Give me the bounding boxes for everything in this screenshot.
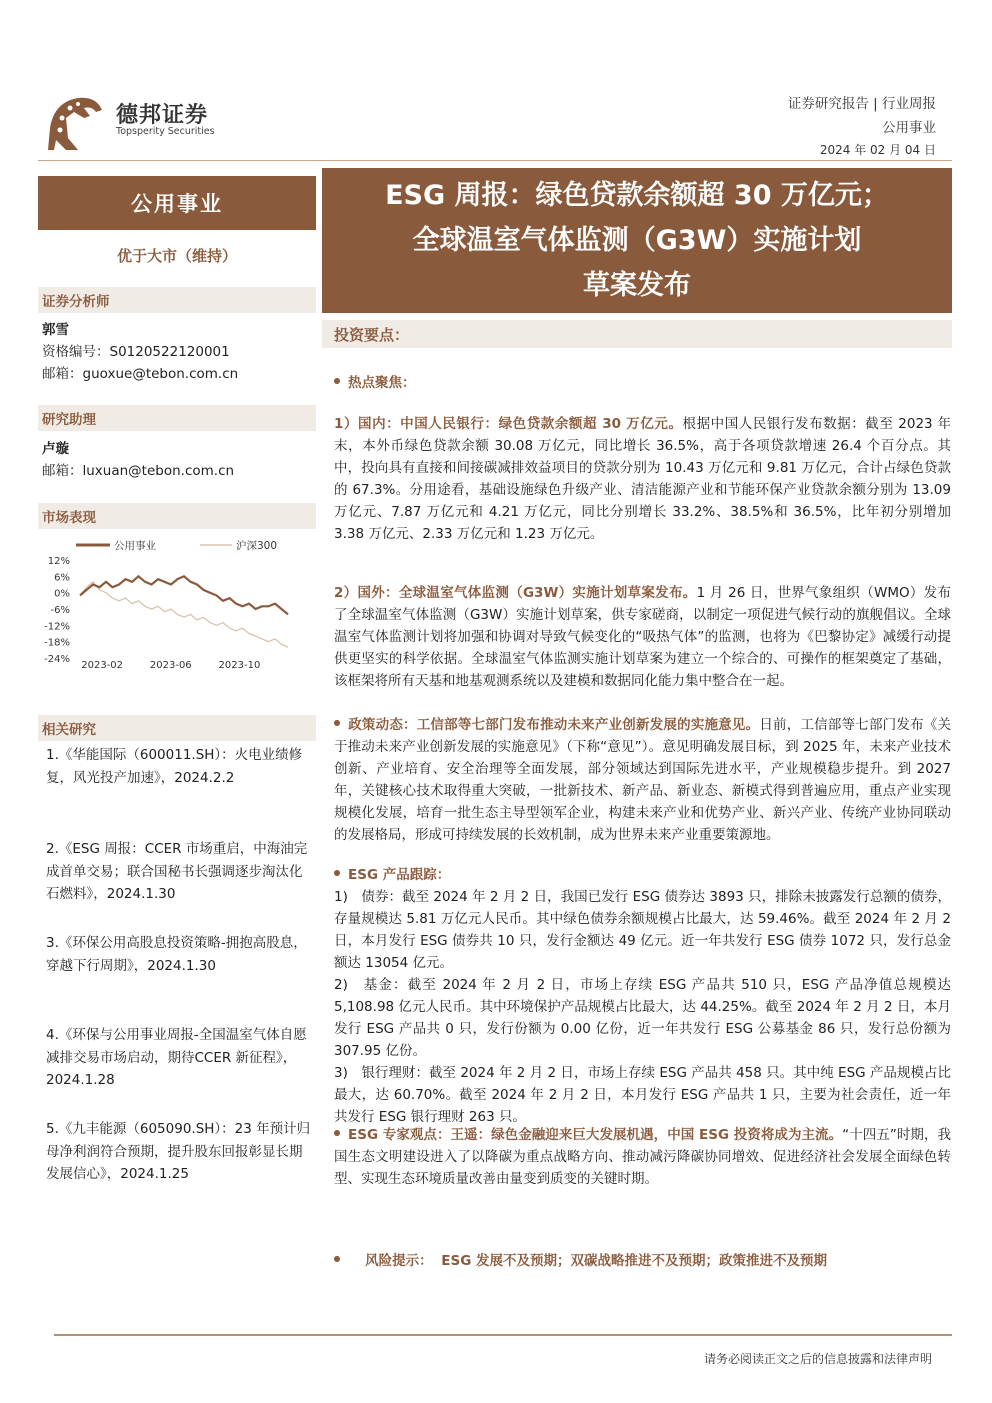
- report-type: 证券研究报告 | 行业周报: [787, 96, 936, 112]
- y-tick-label: -6%: [50, 605, 70, 616]
- related-item[interactable]: 4.《环保与公用事业周报-全国温室气体自愿减排交易市场启动，期待CCER 新征程》，2024.1.28: [46, 1027, 307, 1088]
- analyst-name: 郭雪: [42, 322, 69, 338]
- y-tick-label: 12%: [47, 556, 70, 567]
- company-logo: [44, 88, 106, 154]
- brand-name-cn: 德邦证券: [116, 103, 209, 128]
- footer-divider: [54, 1334, 952, 1336]
- market-performance-chart: [38, 536, 308, 672]
- paragraph-heading: 1）国内：中国人民银行：绿色贷款余额超 30 万亿元。: [334, 416, 683, 432]
- paragraph-domestic: [334, 413, 951, 545]
- y-tick-label: 6%: [54, 572, 70, 584]
- x-tick-label: 2023-02: [81, 660, 124, 671]
- sector-banner: 公用事业: [38, 176, 316, 230]
- header-divider: [38, 160, 952, 161]
- assistant-name: 卢璇: [42, 441, 69, 457]
- y-tick-label: -18%: [44, 637, 70, 649]
- bullet-icon: [334, 378, 340, 384]
- brand-name-en: Topsperity Securities: [116, 126, 215, 137]
- report-date: 2024 年 02 月 04 日: [819, 143, 936, 157]
- esg-tracking-head: [334, 864, 951, 886]
- rating: 优于大市（维持）: [116, 247, 237, 265]
- risk-heading: 风险提示：: [365, 1253, 433, 1269]
- x-tick-label: 2023-06: [149, 660, 192, 671]
- title-line: 草案发布: [583, 270, 691, 301]
- bullet-icon: [334, 1130, 340, 1136]
- market-section-head: 市场表现: [38, 503, 316, 529]
- bullet-icon: [334, 1256, 340, 1262]
- esg-funds: 2) 基金：截至 2024 年 2 月 2 日，市场上存续 ESG 产品共 510 只，ESG 产品净值总规模达 5,108.98 亿元人民币。其中环境保护产品规模占比最大，达 44.25%。截至 2024 年 2 月 2 日，本月发行 ESG 产品共 0 只，发行份额为 0.00 亿份，近一年共发行 ESG 公募基金 86 只，发行总份额为 307.95 亿份。: [334, 977, 951, 1059]
- legend-label-0: 公用事业: [114, 540, 156, 552]
- report-industry: 公用事业: [882, 120, 936, 136]
- key-points-head: 投资要点：: [322, 320, 952, 348]
- focus-head: [334, 372, 951, 394]
- paragraph-text: 根据中国人民银行发布数据：截至 2023 年末，本外币绿色贷款余额 30.08 万亿元，同比增长 36.5%，高于各项贷款增速 26.4 个百分点。其中，投向具有直接和间接碳减排效益项目的贷款分别为 10.43 万亿元和 9.81 万亿元，合计占绿色贷款的 67.3%。分用途看，基础设施绿色升级产业、清洁能源产业和节能环保产业贷款余额分别为 13.09 万亿元、7.87 万亿元和 4.21 万亿元，同比分别增长 33.2%、38.5%和 36.5%，比年初分别增加 3.38 万亿元、2.33 万亿元和 1.23 万亿元。: [334, 416, 951, 542]
- paragraph-text: 日前，工信部等七部门发布《关于推动未来产业创新发展的实施意见》（下称“意见”）。意见明确发展目标，到 2025 年，未来产业技术创新、产业培育、安全治理等全面发展，部分领域达到国际先进水平，产业规模稳步提升。到 2027 年，关键核心技术取得重大突破，一批新技术、新产品、新业态、新模式得到普遍应用，重点产业实现规模化发展，培育一批生态主导型领军企业，构建未来产业和优势产业、新兴产业、传统产业协同联动的发展格局，形成可持续发展的长效机制，成为世界未来产业重要策源地。: [334, 717, 952, 843]
- y-tick-label: -12%: [44, 621, 70, 633]
- paragraph-heading: 政策动态：工信部等七部门发布推动未来产业创新发展的实施意见。: [348, 717, 760, 733]
- focus-head-text: 热点聚焦：: [348, 375, 416, 391]
- assistant-section-head: 研究助理: [38, 405, 316, 431]
- paragraph-policy: [334, 714, 951, 846]
- series-line: [80, 582, 288, 647]
- bullet-icon: [334, 720, 340, 726]
- paragraph-international: [334, 582, 951, 692]
- related-item[interactable]: 5.《九丰能源（605090.SH）：23 年预计归母净利润符合预期，提升股东回报彰显长期发展信心》，2024.1.25: [46, 1121, 311, 1182]
- related-item[interactable]: 1.《华能国际（600011.SH）：火电业绩修复，风光投产加速》，2024.2.2: [46, 747, 303, 786]
- risk-warning: [334, 1250, 951, 1272]
- analyst-certificate: 资格编号：S0120522120001: [42, 344, 230, 360]
- title-line: ESG 周报：绿色贷款余额超 30 万亿元；: [385, 180, 889, 211]
- series-line: [80, 576, 288, 614]
- main-title: [322, 168, 952, 313]
- esg-wealth: 3) 银行理财：截至 2024 年 2 月 2 日，市场上存续 ESG 产品共 458 只。其中纯 ESG 产品规模占比最大，达 60.70%。截至 2024 年 2 月 2 日，本月发行 ESG 产品共 1 只，主要为社会责任，近一年共发行 ESG 银行理财 263 只。: [334, 1065, 951, 1125]
- risk-text: ESG 发展不及预期；双碳战略推进不及预期；政策推进不及预期: [441, 1253, 827, 1269]
- esg-bonds: 1) 债券：截至 2024 年 2 月 2 日，我国已发行 ESG 债券达 3893 只，排除未披露发行总额的债券，存量规模达 5.81 万亿元人民币。其中绿色债券余额规模占比最大，达 59.46%。截至 2024 年 2 月 2 日，本月发行 ESG 债券共 10 只，发行金额达 49 亿元。近一年共发行 ESG 债券 1072 只，发行总金额达 13054 亿元。: [334, 889, 951, 971]
- y-tick-label: 0%: [54, 588, 70, 600]
- footer-disclaimer: 请务必阅读正文之后的信息披露和法律声明: [703, 1352, 932, 1366]
- paragraph-heading: ESG 专家观点：王遥：绿色金融迎来巨大发展机遇，中国 ESG 投资将成为主流。: [348, 1127, 843, 1143]
- related-section-head: 相关研究: [38, 715, 316, 741]
- legend-label-1: 沪深300: [236, 540, 278, 552]
- paragraph-text: “十四五”时期，我国生态文明建设进入了以降碳为重点战略方向、推动减污降碳协同增效、促进经济社会发展全面绿色转型、实现生态环境质量改善由量变到质变的关键时期。: [334, 1127, 951, 1187]
- related-item[interactable]: 2.《ESG 周报：CCER 市场重启，中海油完成首单交易；联合国秘书长强调逐步淘汰化石燃料》，2024.1.30: [46, 841, 308, 902]
- x-tick-label: 2023-10: [218, 660, 261, 671]
- paragraph-text: 1 月 26 日，世界气象组织（WMO）发布了全球温室气体监测（G3W）实施计划草案，供专家磋商，以制定一项促进气候行动的旗舰倡议。全球温室气体监测计划将加强和协调对导致气候变化的“吸热气体”的监测，也将为《巴黎协定》减缓行动提供更坚实的科学依据。全球温室气体监测实施计划草案为建立一个综合的、可操作的框架奠定了基础，该框架将所有天基和地基观测系统以及建模和数据同化能力集中整合在一起。: [334, 585, 951, 689]
- y-tick-label: -24%: [44, 654, 70, 665]
- title-line: 全球温室气体监测（G3W）实施计划: [412, 225, 862, 256]
- analyst-email[interactable]: 邮箱：guoxue@tebon.com.cn: [42, 366, 239, 382]
- paragraph-heading: ESG 产品跟踪：: [348, 867, 451, 883]
- bullet-icon: [334, 870, 340, 876]
- chart-svg: [38, 536, 308, 672]
- analyst-section-head: 证券分析师: [38, 287, 316, 313]
- assistant-email[interactable]: 邮箱：luxuan@tebon.com.cn: [42, 463, 235, 479]
- paragraph-heading: 2）国外：全球温室气体监测（G3W）实施计划草案发布。: [334, 585, 697, 601]
- paragraph-expert: [334, 1124, 951, 1190]
- related-item[interactable]: 3.《环保公用高股息投资策略-拥抱高股息，穿越下行周期》，2024.1.30: [46, 935, 307, 974]
